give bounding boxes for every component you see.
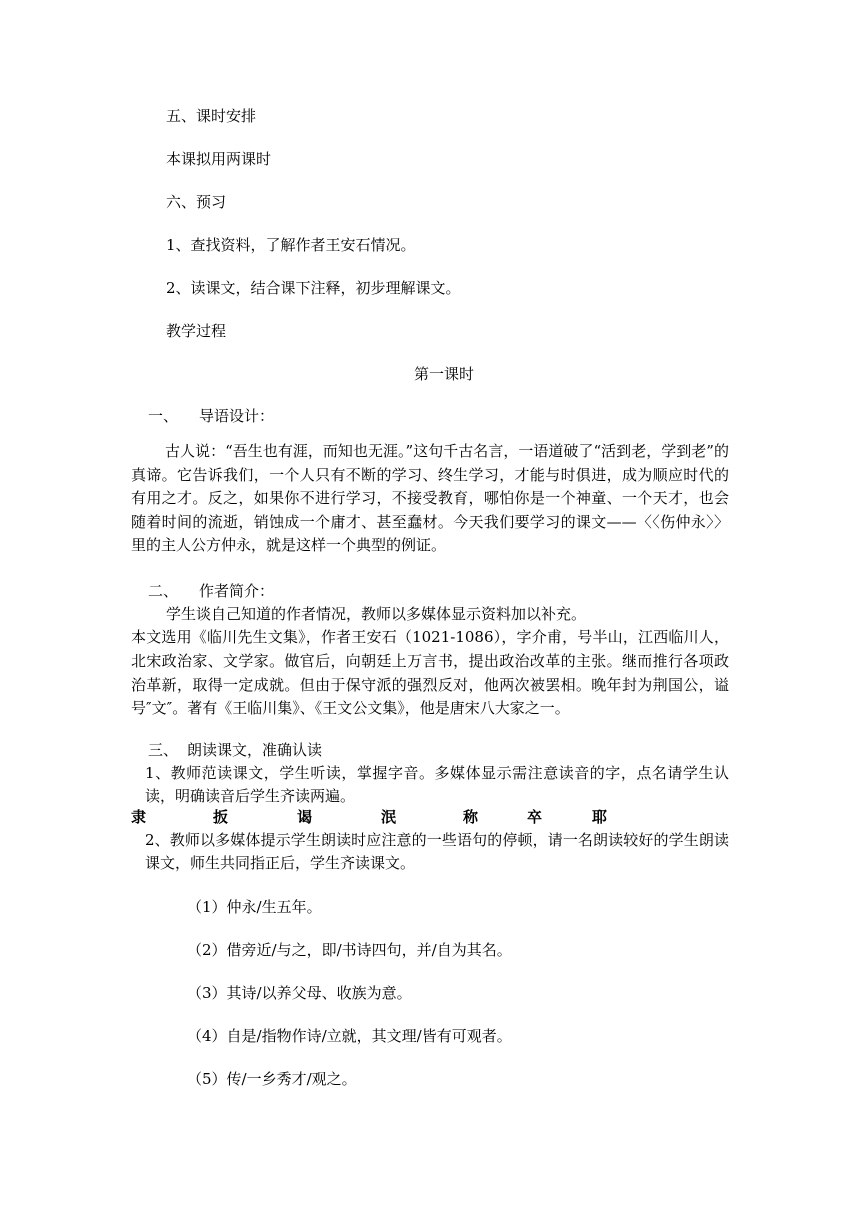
read-step-1 xyxy=(145,762,729,808)
intro-paragraph xyxy=(131,440,729,558)
pause-item-1: （1）仲永/生五年。 xyxy=(187,898,322,916)
intro-text: 古人说：“吾生也有涯，而知也无涯。”这句千古名言，一语道破了“活到老，学到老”的真谛。它告诉我们，一个人只有不断的学习、终生学习，才能与时俱进，成为顺应时代的有用之才。反之，如果你不进行学习，不接受教育，哪怕你是一个神童、一个天才，也会随着时间的流逝，销蚀成一个庸才、甚至蠢材。今天我们要学习的课文——〈〈伤仲永〉〉里的主人公方仲永，就是这样一个典型的例证。 xyxy=(131,442,729,554)
section-1-number: 一、 xyxy=(148,407,179,425)
section-1-title: 导语设计： xyxy=(199,407,275,425)
pause-item-5: （5）传/一乡秀才/观之。 xyxy=(187,1070,357,1088)
char-3: 谒 xyxy=(297,808,313,826)
author-paragraph xyxy=(131,626,729,721)
text-schedule: 本课拟用两课时 xyxy=(166,150,272,168)
heading-process: 教学过程 xyxy=(166,322,227,340)
char-6: 卒 xyxy=(527,808,543,826)
read-step-1-text: 1、教师范读课文，学生听读，掌握字音。多媒体显示需注意读音的字，点名请学生认读，明确读音后学生齐读两遍。 xyxy=(145,764,729,805)
char-1: 隶 xyxy=(131,808,147,826)
pause-item-2: （2）借旁近/与之，即/书诗四句，并/自为其名。 xyxy=(187,941,512,959)
author-lead: 学生谈自己知道的作者情况，教师以多媒体显示资料加以补充。 xyxy=(166,605,587,623)
heading-preview: 六、预习 xyxy=(166,193,227,211)
section-3-number: 三、 xyxy=(148,741,179,759)
pause-item-3: （3）其诗/以养父母、收族为意。 xyxy=(187,984,412,1002)
author-text: 本文选用《临川先生文集》，作者王安石（1021-1086），字介甫，号半山，江西临川人，北宋政治家、文学家。做官后，向朝廷上万言书，提出政治改革的主张。继而推行各项政治革新，取得一定成就。但由于保守派的强烈反对，他两次被罢相。晚年封为荆国公，谥号″文″。著有《王临川集》、《王文公文集》，他是唐宋八大家之一。 xyxy=(131,628,729,718)
section-2-title: 作者简介： xyxy=(199,582,275,600)
char-2: 扳 xyxy=(213,808,229,826)
preview-item-1: 1、查找资料，了解作者王安石情况。 xyxy=(166,236,416,254)
preview-item-2: 2、读课文，结合课下注释，初步理解课文。 xyxy=(166,279,461,297)
character-list xyxy=(0,807,860,827)
pause-item-4: （4）自是/指物作诗/立就，其文理/皆有可观者。 xyxy=(187,1027,512,1045)
heading-schedule: 五、课时安排 xyxy=(166,107,257,125)
char-7: 耶 xyxy=(592,808,608,826)
section-2-number: 二、 xyxy=(148,582,179,600)
char-4: 泯 xyxy=(381,808,397,826)
read-step-2 xyxy=(145,829,729,875)
read-step-2-text: 2、教师以多媒体提示学生朗读时应注意的一些语句的停顿，请一名朗读较好的学生朗读课文，师生共同指正后，学生齐读课文。 xyxy=(145,831,729,872)
lesson-title: 第一课时 xyxy=(414,365,475,383)
char-5: 称 xyxy=(463,808,479,826)
section-3-title: 朗读课文，准确认读 xyxy=(187,741,323,759)
